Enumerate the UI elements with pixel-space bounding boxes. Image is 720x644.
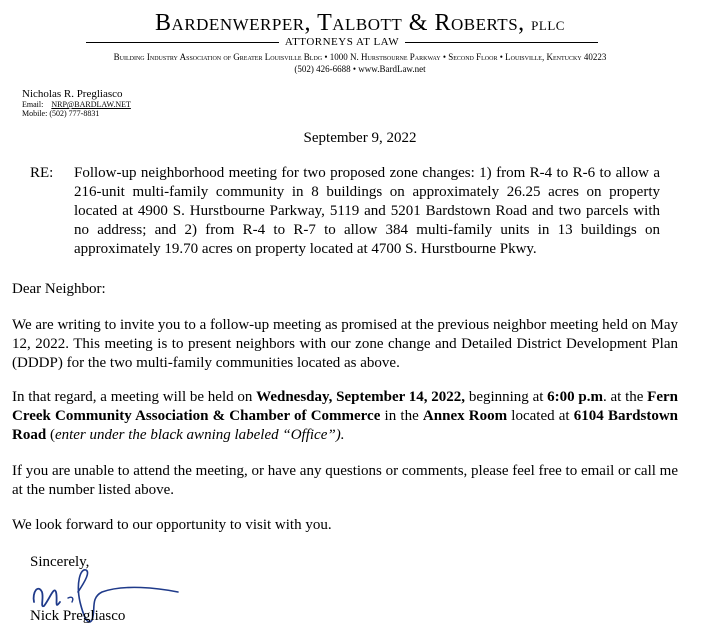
firm-name-text: Bardenwerper, Talbott & Roberts, bbox=[155, 10, 525, 36]
meeting-room: Annex Room bbox=[422, 408, 508, 424]
re-text: Follow-up neighborhood meeting for two proposed zone changes: 1) from R-4 to R-6 to allow a 216-unit multi-family community in 8 buildings on approximately 26.25 acres on property located at 4900 S. Hurstbourne Parkway, 5119 and 5201 Bardstown Road and two parcels with no address; and 2) from R-4 to R-7 to allow 384 multi-family units in 13 buildings on approximately 19.70 acres on property located at 4700 S. Hurstbourne Pkwy. bbox=[74, 165, 660, 257]
signer-name: Nick Pregliasco bbox=[30, 608, 126, 624]
divider-line-left bbox=[86, 42, 279, 43]
closing: Sincerely, bbox=[30, 554, 90, 570]
sender-email-line bbox=[22, 100, 131, 109]
meeting-venue: Fern Creek Community Association & Chamber of Commerce bbox=[12, 389, 678, 424]
re-block bbox=[30, 164, 660, 259]
firm-suffix: PLLC bbox=[531, 18, 565, 33]
sender-block bbox=[22, 88, 131, 118]
letter-date: September 9, 2022 bbox=[303, 130, 417, 146]
sender-mobile: Mobile: (502) 777-8831 bbox=[22, 109, 100, 118]
p2-text-2: beginning at bbox=[465, 389, 548, 405]
p2-text-1: In that regard, a meeting will be held on bbox=[12, 389, 257, 405]
p2-text-4: in the bbox=[380, 408, 423, 424]
p2-text-6: ( bbox=[46, 427, 55, 443]
re-label: RE: bbox=[30, 165, 54, 181]
paragraph-meeting-details bbox=[12, 388, 678, 445]
firm-phone-web: (502) 426-6688 • www.BardLaw.net bbox=[294, 64, 426, 74]
p2-text-5: located at bbox=[507, 408, 574, 424]
firm-subtitle: ATTORNEYS AT LAW bbox=[284, 36, 400, 48]
divider-line-right bbox=[405, 42, 598, 43]
meeting-address: 6104 Bardstown Road bbox=[12, 408, 678, 443]
p2-text-3: . at the bbox=[603, 389, 648, 405]
sender-email-label: Email: bbox=[22, 100, 44, 109]
paragraph-closing-remark: We look forward to our opportunity to visit with you. bbox=[12, 517, 332, 533]
sender-email-link[interactable]: NRP@BARDLAW.NET bbox=[51, 100, 131, 109]
salutation: Dear Neighbor: bbox=[12, 281, 106, 297]
entrance-note: enter under the black awning labeled “Office”). bbox=[54, 427, 345, 443]
sender-name: Nicholas R. Pregliasco bbox=[22, 88, 123, 100]
firm-name bbox=[0, 10, 720, 37]
letterhead-divider bbox=[86, 36, 598, 48]
firm-address: Building Industry Association of Greater Louisville Bldg • 1000 N. Hurstbourne Parkway • Second Floor • Louisville, Kentucky 40223 bbox=[113, 52, 607, 62]
meeting-date: Wednesday, September 14, 2022, bbox=[256, 389, 466, 405]
paragraph-invitation: We are writing to invite you to a follow-up meeting as promised at the previous neighbor meeting held on May 12, 2022. This meeting is to present neighbors with our zone change and Detailed District Development Plan (DDDP) for the two multi-family communities located as above. bbox=[12, 317, 678, 371]
meeting-time: 6:00 p.m bbox=[547, 389, 603, 405]
paragraph-contact: If you are unable to attend the meeting, or have any questions or comments, please feel free to email or call me at the number listed above. bbox=[12, 463, 678, 498]
